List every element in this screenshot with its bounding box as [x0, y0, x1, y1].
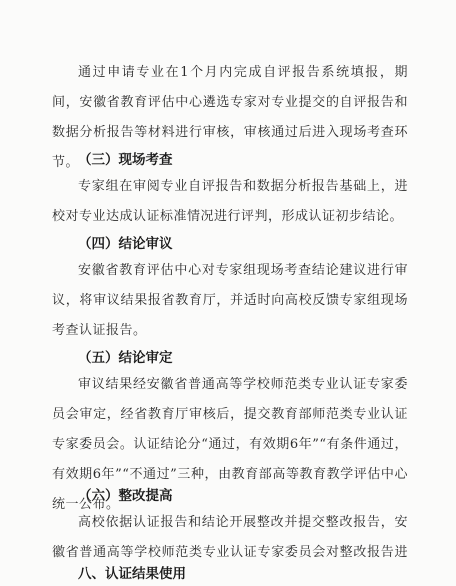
paragraph-site-inspection: 专家组在审阅专业自评报告和数据分析报告基础上，进校对专业达成认证标准情况进行评判，形成认证初步结论。: [52, 179, 408, 224]
heading-rectification: （六）整改提高: [78, 488, 173, 504]
paragraph-self-evaluation: 通过申请专业在1个月内完成自评报告系统填报，期间，安徽省教育评估中心遴选专家对专业提交的自评报告和数据分析报告等材料进行审核，审核通过后进入现场考查环节。: [52, 65, 408, 170]
heading-conclusion-review: （四）结论审议: [78, 236, 173, 252]
paragraph-conclusion-approval: 审议结果经安徽省普通高等学校师范类专业认证专家委员会审定，经省教育厅审核后，提交教育部师范类专业认证专家委员会。认证结论分“通过，有效期6年”“有条件通过，有效期6年”“不通过”三种，由教育部高等教育教学评估中心统一公布。: [52, 377, 408, 512]
heading-result-usage: 八、认证结果使用: [78, 566, 186, 582]
heading-site-inspection: （三）现场考查: [78, 152, 173, 168]
heading-conclusion-approval: （五）结论审定: [78, 350, 173, 366]
paragraph-conclusion-review: 安徽省教育评估中心对专家组现场考查结论建议进行审议，将审议结果报省教育厅，并适时向高校反馈专家组现场考查认证报告。: [52, 263, 408, 338]
paragraph-rectification: 高校依据认证报告和结论开展整改并提交整改报告，安徽省普通高等学校师范类专业认证专家委员会对整改报告进: [52, 515, 408, 560]
